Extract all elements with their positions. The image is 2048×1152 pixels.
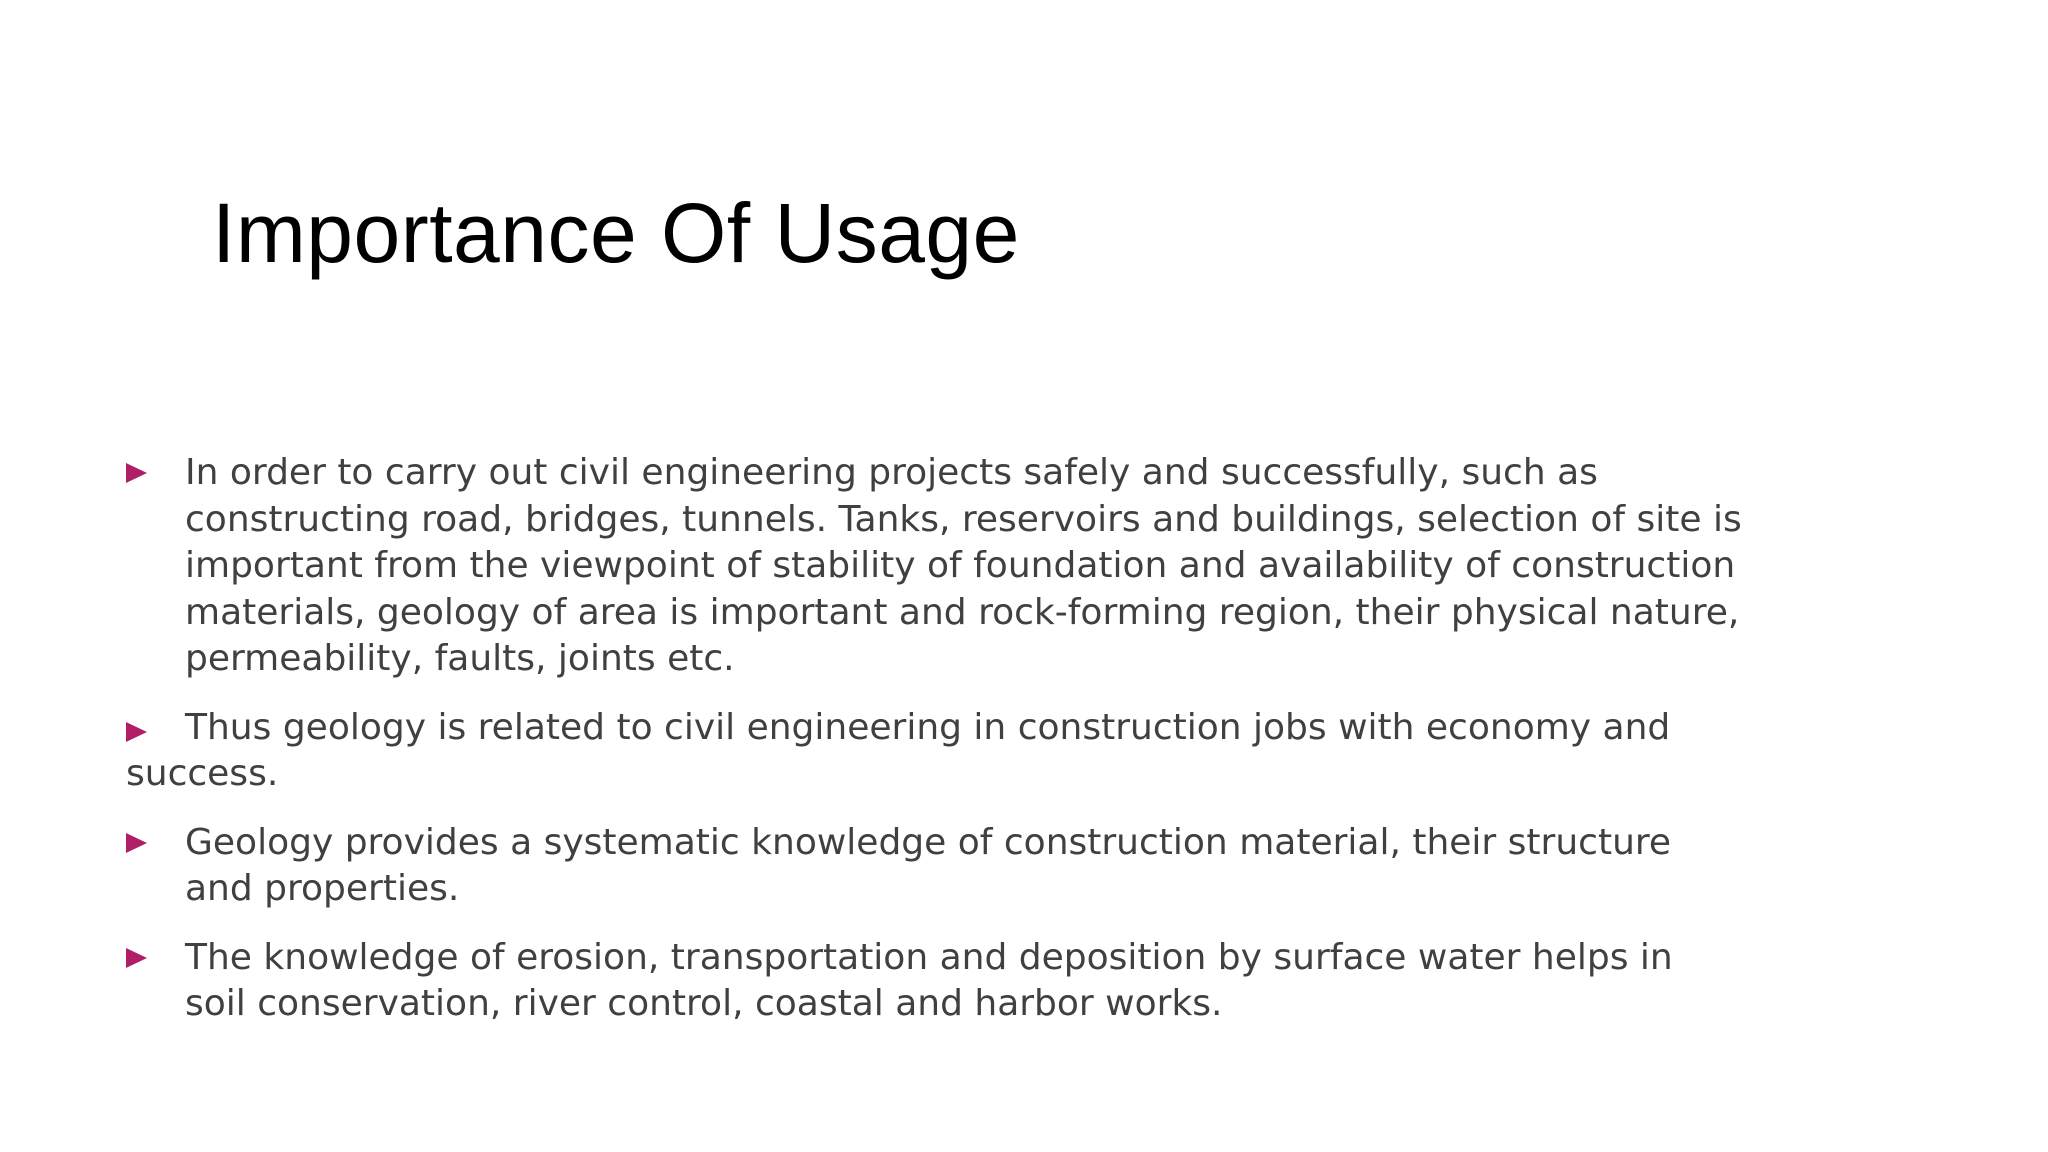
bullet-text-line: soil conservation, river control, coastal and harbor works. xyxy=(185,983,1223,1024)
bullet-text-line: success. xyxy=(126,753,279,794)
bullet-item xyxy=(126,450,1876,683)
bullet-item xyxy=(126,935,1876,1028)
bullet-text: Thus geology is related to civil engineering in construction jobs with economy and xyxy=(185,706,1671,748)
slide-title: Importance Of Usage xyxy=(212,186,1020,280)
triangle-right-icon xyxy=(126,833,147,853)
bullet-text-line: and properties. xyxy=(185,868,460,909)
bullet-text-line xyxy=(126,705,1876,752)
bullet-text-line: In order to carry out civil engineering projects safely and successfully, such as xyxy=(185,452,1598,493)
bullet-text-line: The knowledge of erosion, transportation and deposition by surface water helps in xyxy=(185,936,1673,978)
bullet-list xyxy=(126,450,1876,1050)
bullet-item xyxy=(126,820,1876,913)
bullet-text-line: Geology provides a systematic knowledge of construction material, their structure xyxy=(185,821,1672,863)
bullet-text-line: constructing road, bridges, tunnels. Tanks, reservoirs and buildings, selection of site is xyxy=(185,498,1742,540)
bullet-text-line: important from the viewpoint of stability of foundation and availability of construction xyxy=(185,545,1736,586)
bullet-text-line: materials, geology of area is important and rock-forming region, their physical nature, xyxy=(185,591,1740,633)
bullet-item xyxy=(126,705,1876,798)
triangle-right-icon xyxy=(126,948,147,968)
bullet-text-line: permeability, faults, joints etc. xyxy=(185,638,735,679)
triangle-right-icon xyxy=(126,722,147,742)
triangle-right-icon xyxy=(126,463,147,483)
